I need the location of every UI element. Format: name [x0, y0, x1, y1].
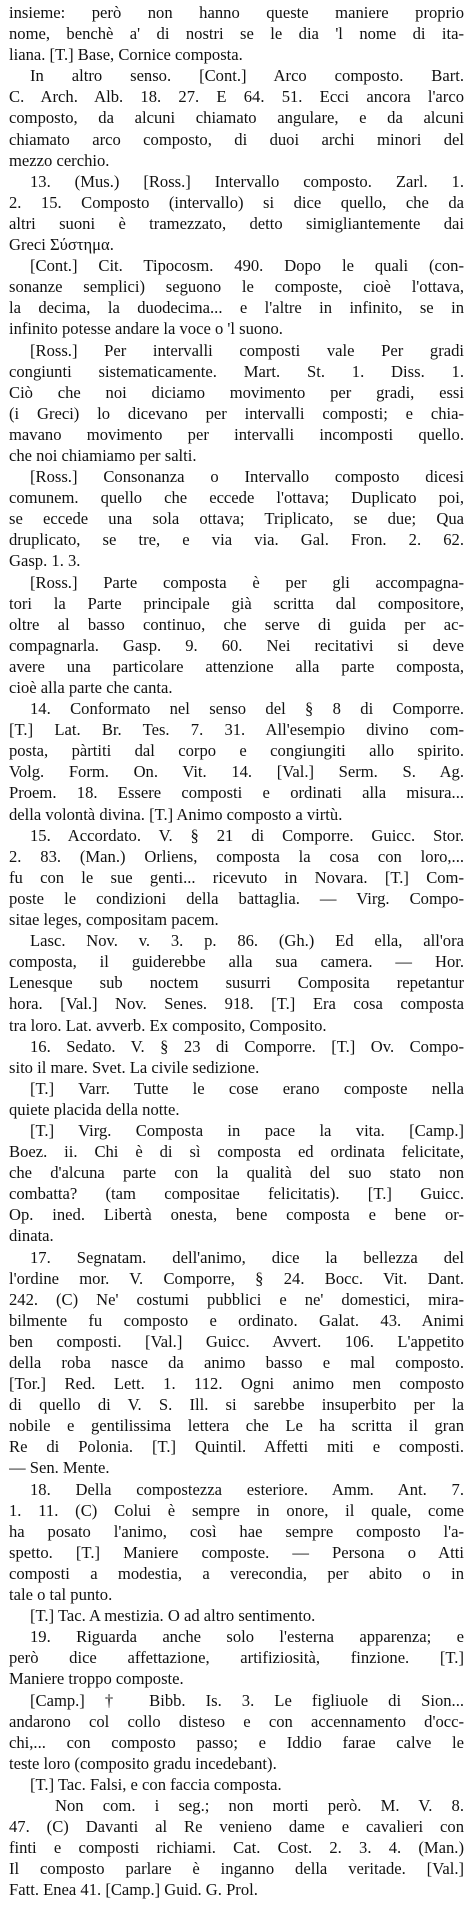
text-line: [Ross.] Parte composta è per gli accompagna- [30, 572, 464, 592]
text-line: 47. (C) Davanti al Re venieno dame e cavalieri con [9, 1817, 464, 1837]
text-line: composta, il guiderebbe alla sua camera. — Hor. [9, 952, 464, 972]
text-line: 14. Conformato nel senso del § 8 di Comporre. [30, 699, 464, 719]
text-line: tra loro. Lat. avverb. Ex composito, Composito. [9, 1015, 327, 1035]
text-line: di quello di V. S. Ill. si sarebbe insuperbito per la [9, 1395, 464, 1415]
text-line: tori la Parte principale già scritta dal compositore, [9, 593, 464, 613]
text-line: della volontà divina. [T.] Animo composto a virtù. [9, 804, 343, 824]
text-line: 13. (Mus.) [Ross.] Intervallo composto. Zarl. 1. [30, 171, 464, 191]
text-line: Op. ined. Libertà onesta, bene composta e bene or- [9, 1205, 464, 1225]
text-line: tale o tal punto. [9, 1585, 113, 1605]
text-line: Non com. i seg.; non morti però. M. V. 8. [55, 1795, 464, 1815]
text-line: chiamato arco composto, di duoi archi minori del [9, 129, 464, 149]
text-line: 18. Della compostezza esteriore. Amm. Ant. 7. [30, 1479, 464, 1499]
text-line: In altro senso. [Cont.] Arco composto. Bart. [30, 66, 464, 86]
text-line: Re di Polonia. [T.] Quintil. Affetti miti e composti. [9, 1437, 464, 1457]
text-line: 1. 11. (C) Colui è sempre in onore, il quale, come [9, 1500, 464, 1520]
text-line: hora. [Val.] Nov. Senes. 918. [T.] Era cosa composta [9, 994, 464, 1014]
text-line: ha posato l'animo, così hae sempre composto l'a- [9, 1521, 464, 1541]
text-line: finti e composti richiami. Cat. Cost. 2. 3. 4. (Man.) [9, 1838, 464, 1858]
text-line: Boez. ii. Chi è di sì composta ed ordinata felicitate, [9, 1142, 464, 1162]
text-line: ben composti. [Val.] Guicc. Avvert. 106. L'appetito [9, 1331, 464, 1351]
text-line: nobile e gentilissima lettera che Le ha scritta il gran [9, 1416, 464, 1436]
text-line: cioè alla parte che canta. [9, 678, 173, 697]
text-line: [Tor.] Red. Lett. 1. 112. Ogni animo men composto [9, 1374, 464, 1394]
text-line: [T.] Lat. Br. Tes. 7. 31. All'esempio divino com- [9, 720, 464, 740]
text-line: Proem. 18. Essere composti e ordinati alla misura... [9, 783, 464, 803]
text-line: composto, da alcuni chiamato angulare, e da alcuni [9, 108, 464, 128]
text-line: l'ordine mor. V. Comporre, § 24. Bocc. Vit. Dant. [9, 1268, 464, 1288]
text-line: chi,... con composto passo; e Iddio farae calve le [9, 1732, 464, 1752]
text-line: Lenesque sub noctem susurri Composita repetantur [9, 973, 464, 993]
text-line: 19. Riguarda anche solo l'esterna apparenza; e [30, 1627, 464, 1647]
text-line: C. Arch. Alb. 18. 27. E 64. 51. Ecci ancora l'arco [9, 87, 464, 107]
text-line: [T.] Tac. Falsi, e con faccia composta. [30, 1774, 282, 1794]
text-line: Il composto parlare è inganno della veritade. [Val.] [9, 1859, 464, 1879]
text-line: se eccede una sola ottava; Triplicato, se due; Qua [9, 509, 464, 529]
text-line: poste le condizioni della battaglia. — Virg. Compo- [9, 888, 464, 908]
text-line: oltre al basso continuo, che serve di guida per ac- [9, 614, 464, 634]
text-line: combatta? (tam compositae felicitatis). [T.] Guicc. [9, 1184, 464, 1204]
text-line: [Camp.] † Bibb. Is. 3. Le figliuole di Sion... [30, 1690, 464, 1710]
text-line: quiete placida della notte. [9, 1099, 180, 1119]
text-line: spetto. [T.] Maniere composte. — Persona o Atti [9, 1542, 464, 1562]
text-line: Fatt. Enea 41. [Camp.] Guid. G. Prol. [9, 1880, 258, 1900]
text-line: compagnarla. Gasp. 9. 60. Nei recitativi si deve [9, 635, 464, 655]
text-line: [Ross.] Per intervalli composti vale Per gradi [30, 340, 464, 360]
text-line: insieme: però non hanno queste maniere proprio [9, 3, 464, 22]
text-line: sitae leges, compositam pacem. [9, 910, 219, 930]
text-line: 2. 15. Composto (intervallo) si dice quello, che da [9, 192, 464, 212]
text-line: mavano movimento per intervalli incomposti quello. [9, 424, 464, 444]
text-line: della roba nasce da animo basso e mal composto. [9, 1353, 464, 1372]
text-line: infinito potesse andare la voce o 'l suono. [9, 319, 283, 339]
text-line: teste loro (composito gradu incedebant). [9, 1753, 277, 1773]
text-line: [Cont.] Cit. Tipocosm. 490. Dopo le quali (con- [30, 256, 464, 276]
text-line: 17. Segnatam. dell'animo, dice la bellezza del [30, 1247, 464, 1267]
text-line: Ciò che noi diciamo movimento per gradi, essi [9, 382, 464, 402]
text-line: posta, pàrtiti dal corpo e congiungiti allo spirito. [9, 741, 464, 761]
text-line: dinata. [9, 1226, 54, 1246]
text-line: Gasp. 1. 3. [9, 551, 81, 571]
text-line: 16. Sedato. V. § 23 di Comporre. [T.] Ov. Compo- [30, 1036, 464, 1056]
text-line: Volg. Form. On. Vit. 14. [Val.] Serm. S. Ag. [9, 762, 464, 782]
text-line: 242. (C) Ne' costumi pubblici e ne' domestici, mira- [9, 1289, 464, 1309]
text-line: 15. Accordato. V. § 21 di Comporre. Guicc. Stor. [30, 825, 464, 845]
text-line: bilmente fu composto e ordinato. Galat. 43. Animi [9, 1310, 464, 1330]
text-line: Maniere troppo composte. [9, 1669, 184, 1689]
text-line: Lasc. Nov. v. 3. p. 86. (Gh.) Ed ella, all'ora [30, 931, 464, 951]
text-line: fu con le sue genti... ricevuto in Novara. [T.] Com- [9, 867, 464, 887]
text-line: sito il mare. Svet. La civile sedizione. [9, 1057, 260, 1077]
text-line: [T.] Varr. Tutte le cose erano composte nella [30, 1078, 464, 1098]
text-line: liana. [T.] Base, Cornice composta. [9, 45, 243, 65]
text-line: avere una particolare attenzione alla parte composta, [9, 656, 464, 676]
text-line: — Sen. Mente. [9, 1458, 110, 1478]
text-line: mezzo cerchio. [9, 150, 110, 170]
text-line: [T.] Tac. A mestizia. O ad altro sentimento. [30, 1606, 316, 1626]
text-line: però dice affettazione, artifiziosità, finzione. [T.] [9, 1648, 464, 1668]
text-line: 2. 83. (Man.) Orliens, composta la cosa con loro,... [9, 846, 464, 866]
text-line: sonanze semplici) seguono le composte, cioè l'ottava, [9, 277, 464, 297]
text-line: [T.] Virg. Composta in pace la vita. [Camp.] [30, 1120, 464, 1140]
text-line: druplicato, se tre, e via via. Gal. Fron. 2. 62. [9, 530, 464, 550]
text-line: (i Greci) lo dicevano per intervalli composti; e chia- [9, 403, 464, 423]
text-line: [Ross.] Consonanza o Intervallo composto dicesi [30, 467, 464, 487]
text-line: nome, benchè a' di nostri se le dia 'l nome di ita- [9, 24, 464, 44]
text-line: che noi chiamiamo per salti. [9, 445, 197, 465]
text-line: andarono col collo disteso e con accennamento d'occ- [9, 1711, 464, 1731]
text-line: che d'alcuna parte con la qualità del suo stato non [9, 1163, 464, 1183]
text-line: comunem. quello che eccede l'ottava; Duplicato poi, [9, 488, 464, 508]
text-line: composti a modestia, a verecondia, per abito o in [9, 1563, 464, 1583]
text-line: congiunti sistematicamente. Mart. St. 1. Diss. 1. [9, 361, 464, 381]
text-line: Greci Σύστημα. [9, 235, 114, 255]
text-line: altri suoni è tramezzato, detto simigliantemente dai [9, 213, 464, 233]
text-line: la decima, la duodecima... e l'altre in infinito, se in [9, 298, 464, 318]
